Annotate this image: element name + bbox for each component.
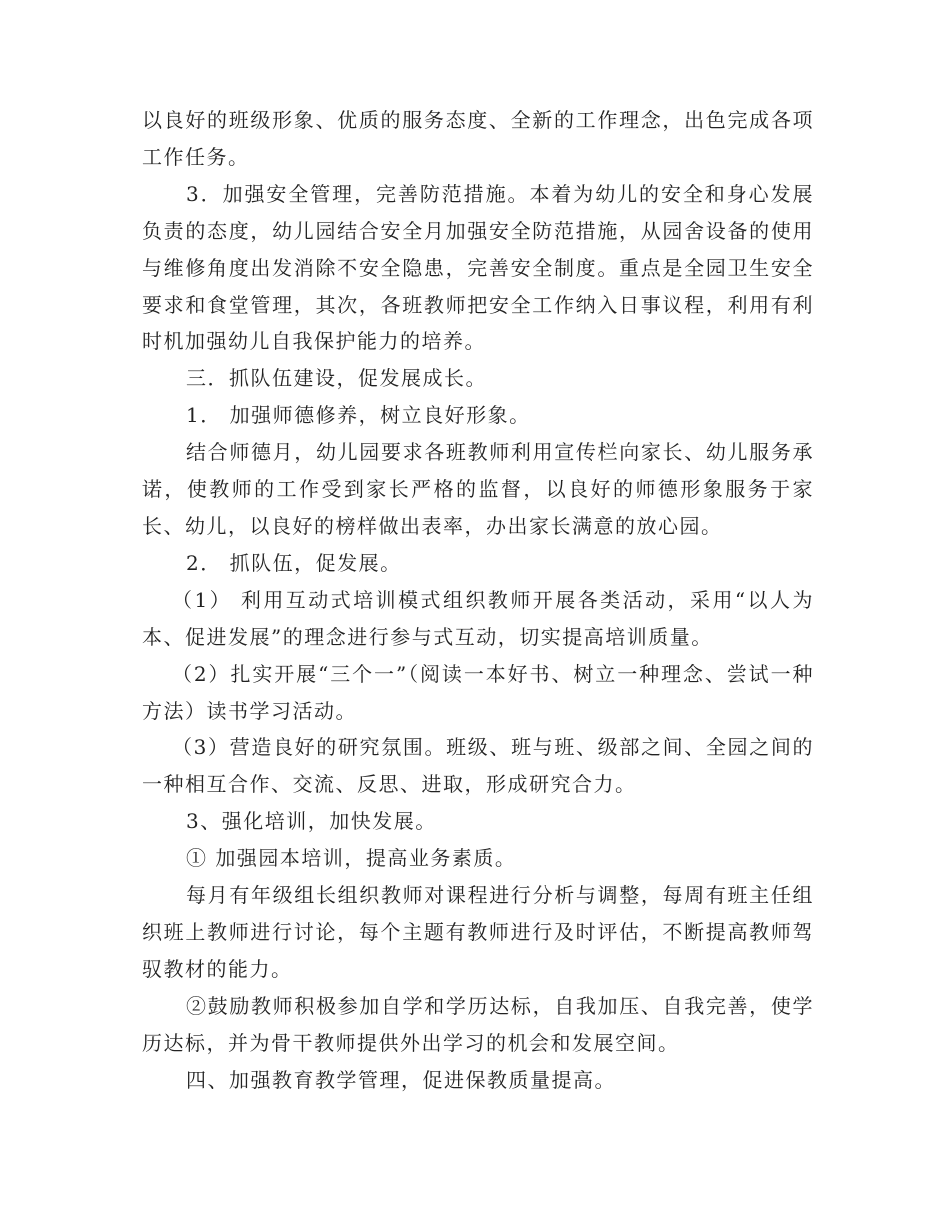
list-item-research-atmosphere: （3）营造良好的研究氛围。班级、班与班、级部之间、全园之间的一种相互合作、交流、反思、进取，形成研究合力。 <box>142 735 814 797</box>
document-page <box>142 102 814 1098</box>
subheading-teacher-ethics: 1． 加强师德修养，树立良好形象。 <box>186 403 531 428</box>
section-heading-teaching-management: 四、加强教育教学管理，促进保教质量提高。 <box>186 1067 616 1092</box>
list-item-school-training: ① 加强园本培训，提高业务素质。 <box>186 846 517 871</box>
paragraph-safety-management: 3．加强安全管理，完善防范措施。本着为幼儿的安全和身心发展负责的态度，幼儿园结合安全月加强安全防范措施，从园舍设备的使用与维修角度出发消除不安全隐患，完善安全制度。重点是全园卫生安全要求和食堂管理，其次，各班教师把安全工作纳入日事议程，利用有利时机加强幼儿自我保护能力的培养。 <box>142 181 814 354</box>
list-item-self-study: ②鼓励教师积极参加自学和学历达标，自我加压、自我完善，使学历达标，并为骨干教师提供外出学习的机会和发展空间。 <box>142 993 814 1055</box>
list-item-interactive-training: （1） 利用互动式培训模式组织教师开展各类活动，采用“以人为本、促进发展”的理念进行参与式互动，切实提高培训质量。 <box>142 587 814 649</box>
section-heading-team-building: 三．抓队伍建设，促发展成长。 <box>186 366 487 391</box>
paragraph-teacher-ethics: 结合师德月，幼儿园要求各班教师利用宣传栏向家长、幼儿服务承诺，使教师的工作受到家长严格的监督，以良好的师德形象服务于家长、幼儿，以良好的榜样做出表率，办出家长满意的放心园。 <box>142 440 814 538</box>
list-item-reading-activity: （2）扎实开展“三个一”（阅读一本好书、树立一种理念、尝试一种方法）读书学习活动。 <box>142 661 814 723</box>
subheading-training: 3、强化培训，加快发展。 <box>186 809 437 834</box>
subheading-team-development: 2． 抓队伍，促发展。 <box>186 550 402 575</box>
paragraph-continuation: 以良好的班级形象、优质的服务态度、全新的工作理念，出色完成各项工作任务。 <box>142 108 814 169</box>
paragraph-curriculum-review: 每月有年级组长组织教师对课程进行分析与调整，每周有班主任组织班上教师进行讨论，每个主题有教师进行及时评估，不断提高教师驾驭教材的能力。 <box>142 883 814 981</box>
